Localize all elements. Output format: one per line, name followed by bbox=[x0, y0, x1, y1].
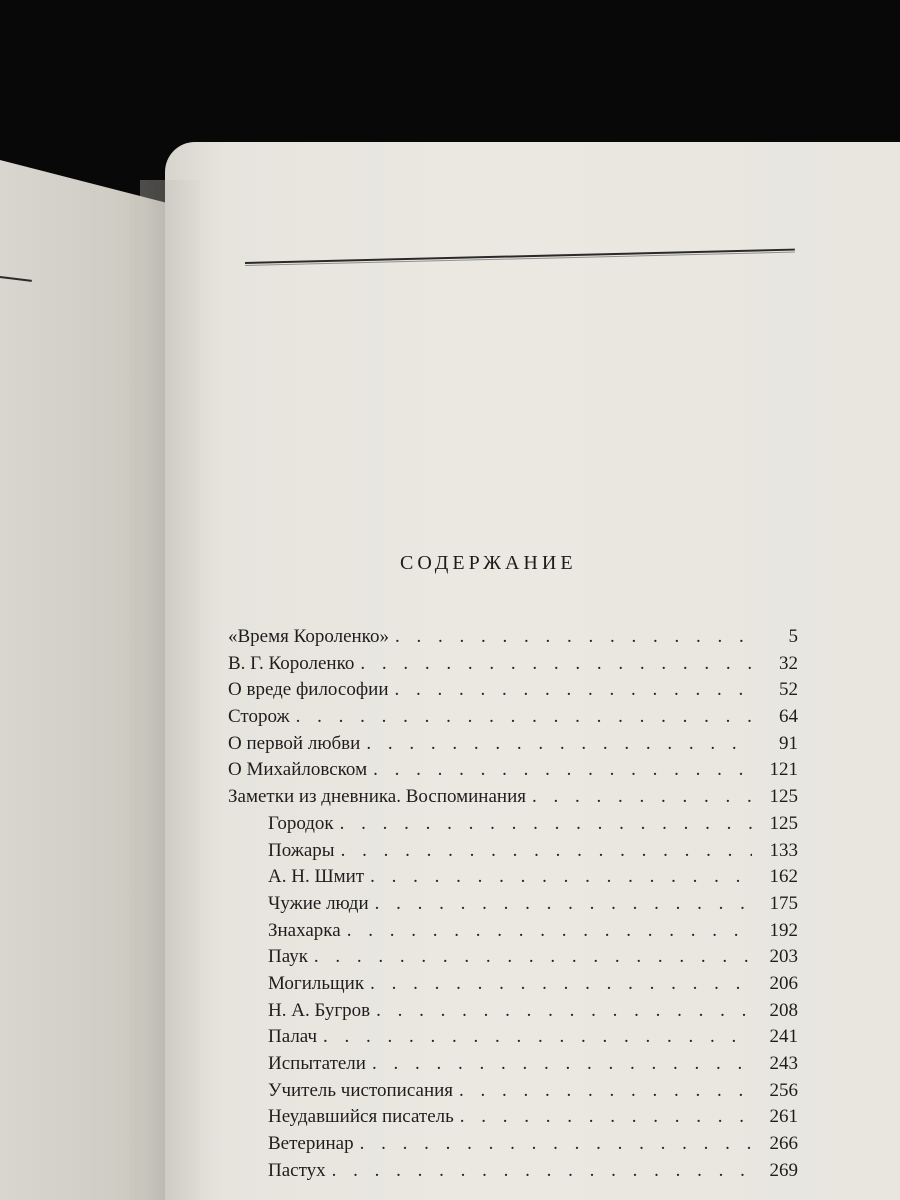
toc-entry-title: Могильщик bbox=[268, 972, 365, 994]
toc-leader-dots bbox=[341, 840, 752, 862]
toc-entry-page: 32 bbox=[779, 652, 798, 674]
toc-entry-title: О вреде философии bbox=[228, 679, 389, 701]
toc-entry-page: 125 bbox=[769, 812, 798, 834]
toc-leader-dots bbox=[460, 1106, 752, 1128]
toc-entry-page: 5 bbox=[788, 626, 798, 647]
toc-entry-title: Городок bbox=[268, 812, 334, 834]
toc-entry bbox=[228, 786, 798, 813]
toc-leader-dots bbox=[370, 866, 752, 888]
toc-entry bbox=[228, 920, 798, 947]
toc-leader-dots bbox=[296, 706, 752, 728]
book-spine bbox=[140, 180, 200, 1200]
toc-entry-page: 256 bbox=[769, 1079, 798, 1101]
toc-entry-title: В. Г. Короленко bbox=[228, 652, 355, 674]
toc-entry-title: Ветеринар bbox=[268, 1133, 354, 1155]
toc-leader-dots bbox=[376, 1000, 752, 1022]
toc-entry bbox=[228, 733, 798, 760]
toc-leader-dots bbox=[360, 1133, 752, 1155]
toc-heading: СОДЕРЖАНИЕ bbox=[400, 552, 577, 574]
toc-entry-page: 162 bbox=[769, 866, 798, 888]
toc-entry-page: 261 bbox=[769, 1106, 798, 1128]
table-of-contents bbox=[228, 626, 798, 1186]
toc-entry-page: 208 bbox=[769, 999, 798, 1021]
toc-entry bbox=[228, 1133, 798, 1160]
toc-leader-dots bbox=[366, 733, 752, 755]
toc-leader-dots bbox=[375, 893, 752, 915]
toc-leader-dots bbox=[395, 626, 752, 648]
toc-leader-dots bbox=[459, 1080, 752, 1102]
toc-entry-page: 269 bbox=[769, 1159, 798, 1181]
toc-entry-title: Знахарка bbox=[268, 919, 341, 941]
toc-entry bbox=[228, 1053, 798, 1080]
toc-entry bbox=[228, 626, 798, 653]
toc-entry bbox=[228, 840, 798, 867]
toc-leader-dots bbox=[332, 1160, 752, 1182]
toc-entry-page: 64 bbox=[779, 706, 798, 728]
toc-entry bbox=[228, 653, 798, 680]
toc-entry-title: «Время Короленко» bbox=[228, 626, 389, 647]
toc-leader-dots bbox=[360, 653, 752, 675]
toc-entry-page: 133 bbox=[769, 839, 798, 861]
toc-entry bbox=[228, 1000, 798, 1027]
toc-entry bbox=[228, 973, 798, 1000]
toc-leader-dots bbox=[347, 920, 752, 942]
toc-leader-dots bbox=[370, 973, 752, 995]
toc-entry bbox=[228, 679, 798, 706]
toc-entry bbox=[228, 946, 798, 973]
toc-entry-page: 203 bbox=[769, 946, 798, 968]
toc-entry-page: 91 bbox=[779, 732, 798, 754]
toc-entry-page: 175 bbox=[769, 892, 798, 914]
toc-leader-dots bbox=[395, 679, 753, 701]
toc-entry-title: Заметки из дневника. Воспоминания bbox=[228, 786, 526, 808]
toc-entry bbox=[228, 1106, 798, 1133]
toc-entry bbox=[228, 893, 798, 920]
toc-entry-title: Палач bbox=[268, 1026, 318, 1048]
toc-leader-dots bbox=[323, 1026, 752, 1048]
toc-entry-title: Испытатели bbox=[268, 1053, 366, 1074]
toc-entry-page: 192 bbox=[769, 919, 798, 941]
toc-entry-title: Сторож bbox=[228, 706, 290, 728]
toc-entry bbox=[228, 1080, 798, 1107]
toc-entry-page: 52 bbox=[779, 679, 798, 701]
toc-entry-title: Пожары bbox=[268, 839, 335, 861]
toc-entry-title: Чужие люди bbox=[268, 892, 369, 914]
toc-entry-page: 243 bbox=[769, 1053, 798, 1074]
toc-entry bbox=[228, 1160, 798, 1187]
toc-entry-page: 125 bbox=[769, 786, 798, 808]
toc-entry-page: 241 bbox=[769, 1026, 798, 1048]
toc-entry-title: О Михайловском bbox=[228, 759, 368, 781]
toc-entry-title: Пастух bbox=[268, 1159, 326, 1181]
toc-leader-dots bbox=[372, 1053, 752, 1075]
toc-entry-title: Н. А. Бугров bbox=[268, 999, 371, 1021]
toc-entry-title: Учитель чистописания bbox=[268, 1079, 454, 1101]
toc-leader-dots bbox=[340, 813, 752, 835]
toc-entry bbox=[228, 813, 798, 840]
toc-entry bbox=[228, 1026, 798, 1053]
toc-entry-page: 266 bbox=[769, 1133, 798, 1155]
toc-entry-title: Неудавшийся писатель bbox=[268, 1106, 454, 1128]
toc-entry-title: О первой любви bbox=[228, 732, 361, 754]
toc-entry-title: Паук bbox=[268, 946, 308, 968]
toc-entry-title: А. Н. Шмит bbox=[268, 866, 365, 888]
toc-leader-dots bbox=[532, 786, 752, 808]
toc-entry-page: 206 bbox=[769, 972, 798, 994]
toc-entry bbox=[228, 706, 798, 733]
toc-leader-dots bbox=[373, 759, 752, 781]
toc-entry bbox=[228, 759, 798, 786]
toc-leader-dots bbox=[314, 946, 752, 968]
toc-entry-page: 121 bbox=[769, 759, 798, 781]
toc-entry bbox=[228, 866, 798, 893]
